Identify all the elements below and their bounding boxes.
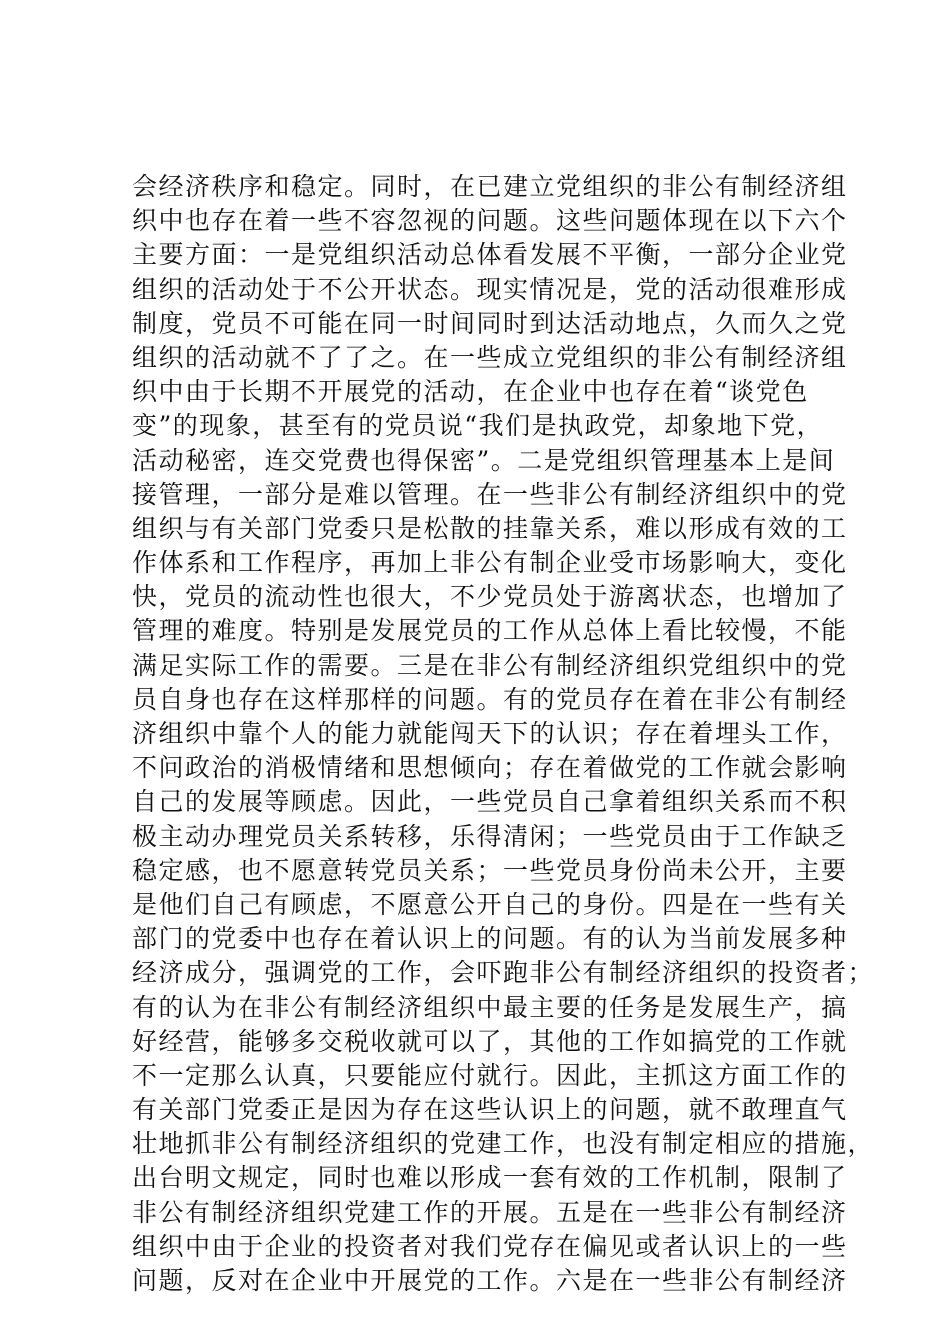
text-line: 作体系和工作程序，再加上非公有制企业受市场影响大，变化	[132, 548, 848, 578]
text-line: 管理的难度。特别是发展党员的工作从总体上看比较慢，不能	[132, 616, 848, 646]
text-line: 好经营，能够多交税收就可以了，其他的工作如搞党的工作就	[132, 1026, 848, 1056]
text-line: 主要方面：一是党组织活动总体看发展不平衡，一部分企业党	[132, 240, 848, 270]
text-line: 活动秘密，连交党费也得保密”。二是党组织管理基本上是间	[132, 445, 836, 475]
text-line: 自己的发展等顾虑。因此，一些党员自己拿着组织关系而不积	[132, 787, 848, 817]
text-line: 问题，反对在企业中开展党的工作。六是在一些非公有制经济	[132, 1266, 848, 1295]
text-line: 员自身也存在这样那样的问题。有的党员存在着在非公有制经	[132, 684, 848, 714]
text-line: 组织的活动处于不公开状态。现实情况是，党的活动很难形成	[132, 274, 848, 304]
text-line: 快，党员的流动性也很大，不少党员处于游离状态，也增加了	[132, 582, 848, 612]
text-line: 是他们自己有顾虑，不愿意公开自己的身份。四是在一些有关	[132, 889, 848, 919]
text-line: 壮地抓非公有制经济组织的党建工作，也没有制定相应的措施，	[132, 1129, 875, 1159]
text-line: 变”的现象，甚至有的党员说“我们是执政党，却象地下党，	[132, 411, 824, 441]
text-line: 稳定感，也不愿意转党员关系；一些党员身份尚未公开，主要	[132, 855, 848, 885]
text-line: 会经济秩序和稳定。同时，在已建立党组织的非公有制经济组	[132, 172, 848, 201]
text-line: 不一定那么认真，只要能应付就行。因此，主抓这方面工作的	[132, 1060, 848, 1090]
text-line: 组织与有关部门党委只是松散的挂靠关系，难以形成有效的工	[132, 513, 848, 543]
text-line: 有关部门党委正是因为存在这些认识上的问题，就不敢理直气	[132, 1095, 848, 1125]
text-line: 出台明文规定，同时也难以形成一套有效的工作机制，限制了	[132, 1163, 848, 1193]
text-line: 极主动办理党员关系转移，乐得清闲；一些党员由于工作缺乏	[132, 821, 848, 851]
text-line: 济组织中靠个人的能力就能闯天下的认识；存在着埋头工作，	[132, 719, 848, 748]
text-line: 满足实际工作的需要。三是在非公有制经济组织党组织中的党	[132, 650, 848, 680]
text-line: 接管理，一部分是难以管理。在一些非公有制经济组织中的党	[132, 479, 848, 509]
text-line: 不问政治的消极情绪和思想倾向；存在着做党的工作就会影响	[132, 753, 848, 783]
text-line: 织中也存在着一些不容忽视的问题。这些问题体现在以下六个	[132, 206, 848, 236]
text-line: 组织的活动就不了了之。在一些成立党组织的非公有制经济组	[132, 342, 848, 372]
text-line: 有的认为在非公有制经济组织中最主要的任务是发展生产，搞	[132, 992, 848, 1022]
body-text	[132, 170, 875, 1298]
text-line: 织中由于长期不开展党的活动，在企业中也存在着“谈党色	[132, 377, 809, 407]
text-line: 非公有制经济组织党建工作的开展。五是在一些非公有制经济	[132, 1197, 848, 1227]
text-line: 组织中由于企业的投资者对我们党存在偏见或者认识上的一些	[132, 1231, 848, 1261]
text-line: 经济成分，强调党的工作，会吓跑非公有制经济组织的投资者；	[132, 958, 875, 988]
text-line: 制度，党员不可能在同一时间同时到达活动地点，久而久之党	[132, 308, 848, 338]
text-line: 部门的党委中也存在着认识上的问题。有的认为当前发展多种	[132, 924, 848, 954]
